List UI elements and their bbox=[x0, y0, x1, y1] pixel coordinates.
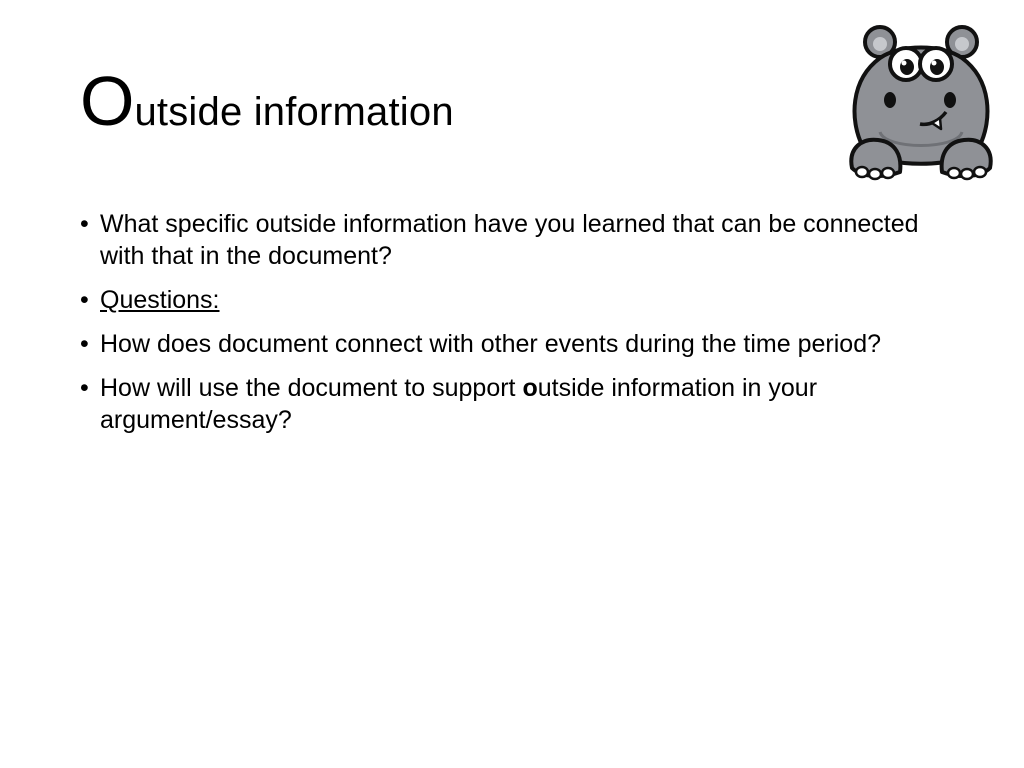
bullet-text: What specific outside information have you learned that can be connected with that in the document? bbox=[100, 210, 919, 270]
bullet-text-before: How will use the document to support bbox=[100, 374, 523, 402]
bullet-text-bold-letter: o bbox=[522, 374, 538, 402]
title-first-letter: O bbox=[80, 62, 135, 140]
bullet-dot: • bbox=[80, 374, 89, 402]
slide-title bbox=[80, 62, 454, 140]
title-rest: utside information bbox=[134, 90, 454, 134]
bullet-dot: • bbox=[80, 210, 89, 238]
bullet-text: How does document connect with other events during the time period? bbox=[100, 330, 882, 358]
bullet-item bbox=[80, 284, 930, 316]
bullet-dot: • bbox=[80, 330, 89, 358]
bullet-text-after: utside information in your argument/essay? bbox=[100, 374, 818, 434]
bullet-item bbox=[80, 208, 930, 272]
hippo-cartoon-icon bbox=[840, 20, 1002, 184]
bullet-item bbox=[80, 328, 930, 360]
bullet-list bbox=[80, 208, 930, 448]
bullet-item bbox=[80, 372, 930, 436]
questions-heading: Questions: bbox=[100, 286, 220, 314]
bullet-dot: • bbox=[80, 286, 89, 314]
hippo-left-nostril bbox=[884, 92, 896, 108]
hippo-right-nostril bbox=[944, 92, 956, 108]
